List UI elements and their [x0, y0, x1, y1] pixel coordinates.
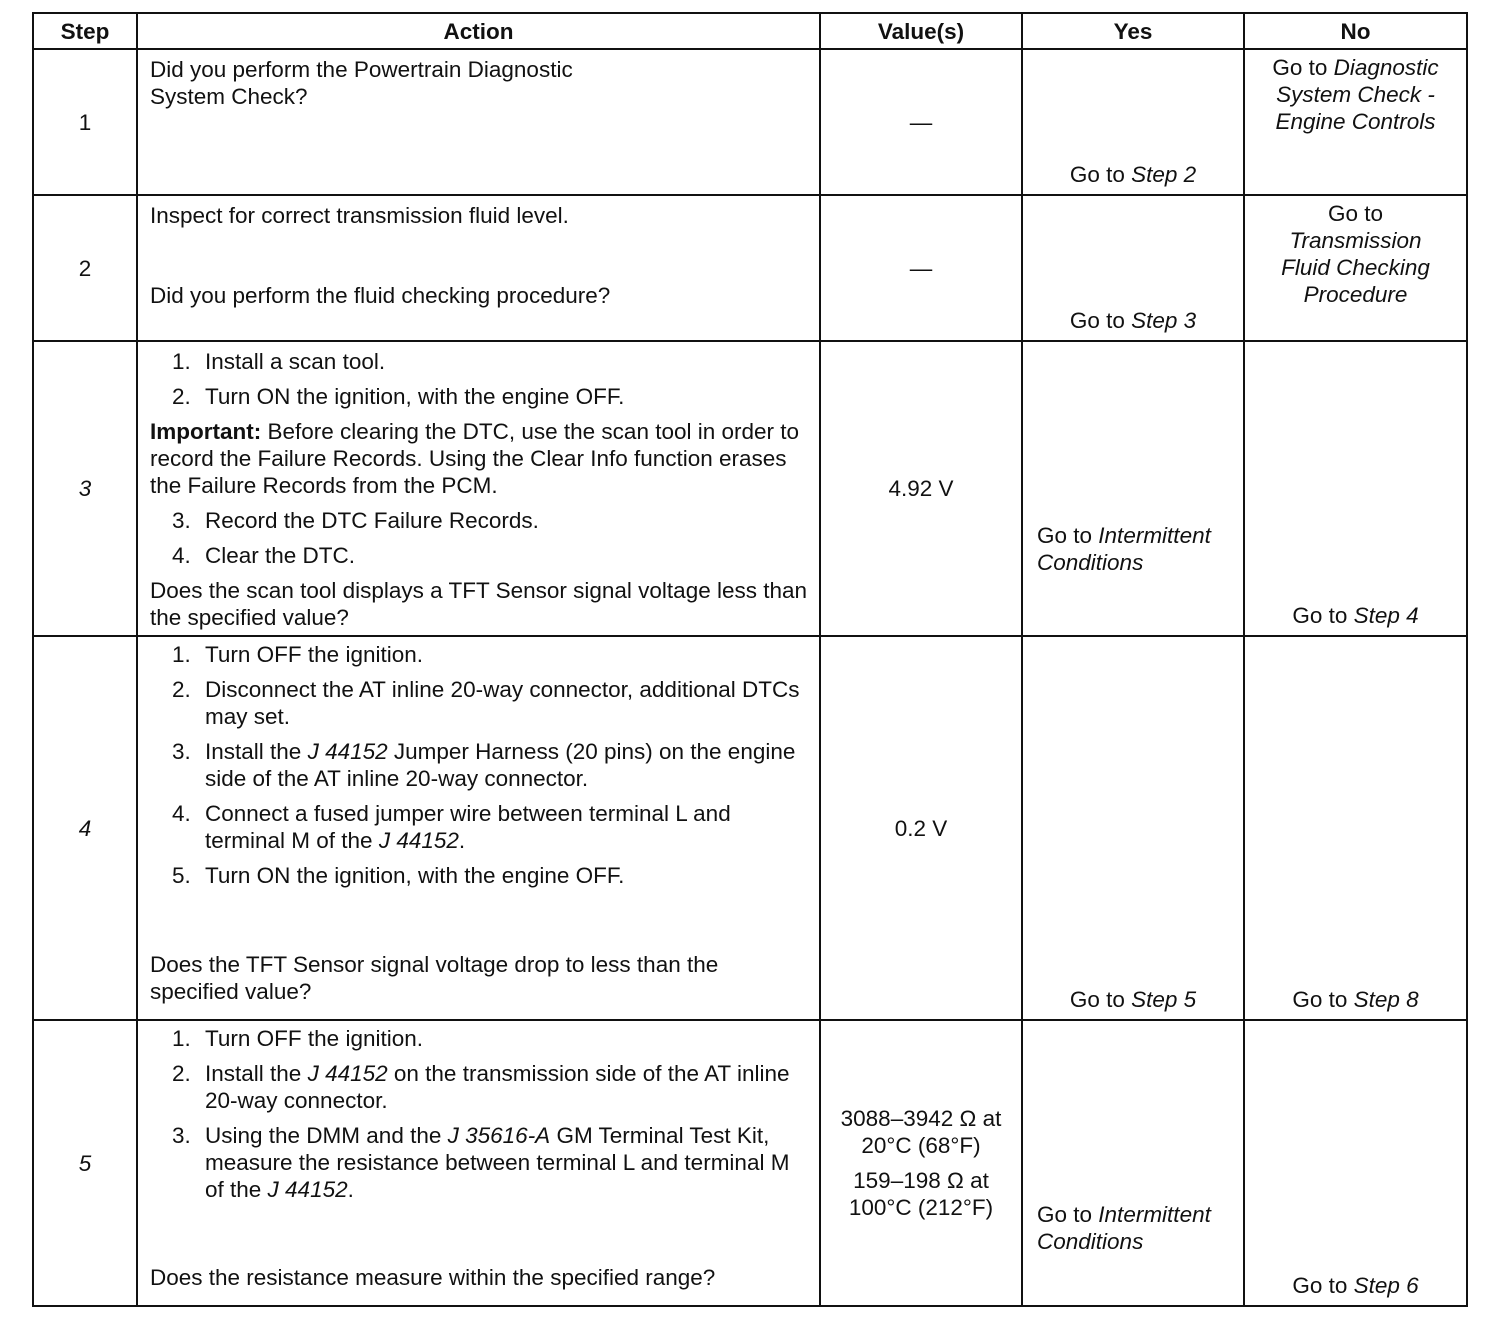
header-action: Action — [137, 13, 820, 49]
yes-cell — [1022, 1020, 1244, 1306]
important-note: Important: Before clearing the DTC, use the scan tool in order to record the Failure Records. Using the Clear Info function erases the Failure Records from the PCM. — [150, 419, 800, 498]
yes-cell — [1022, 195, 1244, 341]
no-link[interactable]: Go to Diagnostic System Check - Engine Controls — [1272, 55, 1439, 134]
action-question: Does the TFT Sensor signal voltage drop to less than the specified value? — [150, 952, 719, 1004]
action-question: Did you perform the fluid checking procedure? — [150, 283, 611, 308]
yes-link[interactable]: Go to Intermittent Conditions — [1037, 1202, 1211, 1254]
value-cell: 0.2 V — [820, 636, 1022, 1020]
no-cell — [1244, 195, 1467, 341]
yes-cell — [1022, 49, 1244, 195]
list-item: 4. Clear the DTC. — [172, 543, 356, 568]
list-item: 2. Disconnect the AT inline 20-way connector, additional DTCs may set. — [172, 677, 800, 729]
step-list — [150, 641, 809, 889]
no-cell — [1244, 1020, 1467, 1306]
list-item: 4. Connect a fused jumper wire between terminal L and terminal M of the J 44152. — [172, 801, 731, 853]
action-cell — [137, 636, 820, 1020]
step-number: 3 — [33, 341, 137, 636]
value-cell — [820, 1020, 1022, 1306]
action-cell — [137, 1020, 820, 1306]
header-values: Value(s) — [820, 13, 1022, 49]
no-link[interactable]: Go to Step 6 — [1292, 1273, 1419, 1298]
list-item: 3. Install the J 44152 Jumper Harness (20 pins) on the engine side of the AT inline 20-way connector. — [172, 739, 796, 791]
table-row — [33, 341, 1467, 636]
step-list — [150, 348, 809, 410]
list-item: 2. Install the J 44152 on the transmission side of the AT inline 20-way connector. — [172, 1061, 790, 1113]
list-item: 2. Turn ON the ignition, with the engine OFF. — [172, 384, 625, 409]
value-cell: — — [820, 195, 1022, 341]
no-link[interactable]: Go to Step 4 — [1292, 603, 1419, 628]
yes-link[interactable]: Go to Step 2 — [1069, 162, 1197, 187]
step-list — [150, 507, 809, 569]
table-row — [33, 1020, 1467, 1306]
action-cell — [137, 195, 820, 341]
value-range-100c: 159–198 Ω at 100°C (212°F) — [848, 1168, 994, 1220]
list-item: 5. Turn ON the ignition, with the engine OFF. — [172, 863, 625, 888]
yes-link[interactable]: Go to Intermittent Conditions — [1037, 523, 1211, 575]
value-cell: 4.92 V — [820, 341, 1022, 636]
step-list — [150, 1025, 809, 1203]
header-row — [33, 13, 1467, 49]
list-item: 1. Install a scan tool. — [172, 349, 386, 374]
header-step: Step — [33, 13, 137, 49]
value-cell: — — [820, 49, 1022, 195]
yes-link[interactable]: Go to Step 5 — [1069, 987, 1197, 1012]
header-yes: Yes — [1022, 13, 1244, 49]
action-cell — [137, 341, 820, 636]
no-link[interactable]: Go to Transmission Fluid Checking Procedure — [1281, 201, 1430, 307]
no-cell — [1244, 49, 1467, 195]
step-number: 4 — [33, 636, 137, 1020]
action-question: Does the resistance measure within the specified range? — [150, 1265, 716, 1290]
action-text: Inspect for correct transmission fluid level. — [150, 203, 569, 228]
list-item: 3. Using the DMM and the J 35616-A GM Terminal Test Kit, measure the resistance between terminal L and terminal M of the J 44152. — [172, 1123, 790, 1202]
header-no: No — [1244, 13, 1467, 49]
yes-cell — [1022, 636, 1244, 1020]
yes-link[interactable]: Go to Step 3 — [1069, 308, 1197, 333]
table-row — [33, 49, 1467, 195]
list-item: 1. Turn OFF the ignition. — [172, 642, 424, 667]
no-cell — [1244, 636, 1467, 1020]
value-range-20c: 3088–3942 Ω at 20°C (68°F) — [840, 1106, 1002, 1158]
step-number: 1 — [33, 49, 137, 195]
no-link[interactable]: Go to Step 8 — [1292, 987, 1419, 1012]
table-row — [33, 636, 1467, 1020]
action-question: Does the scan tool displays a TFT Sensor signal voltage less than the specified value? — [150, 578, 808, 630]
diagnostic-table — [32, 12, 1468, 1307]
step-number: 5 — [33, 1020, 137, 1306]
list-item: 3. Record the DTC Failure Records. — [172, 508, 539, 533]
no-cell — [1244, 341, 1467, 636]
list-item: 1. Turn OFF the ignition. — [172, 1026, 424, 1051]
step-number: 2 — [33, 195, 137, 341]
table-row — [33, 195, 1467, 341]
action-text: Did you perform the Powertrain Diagnostic System Check? — [150, 57, 573, 109]
action-cell — [137, 49, 820, 195]
yes-cell — [1022, 341, 1244, 636]
